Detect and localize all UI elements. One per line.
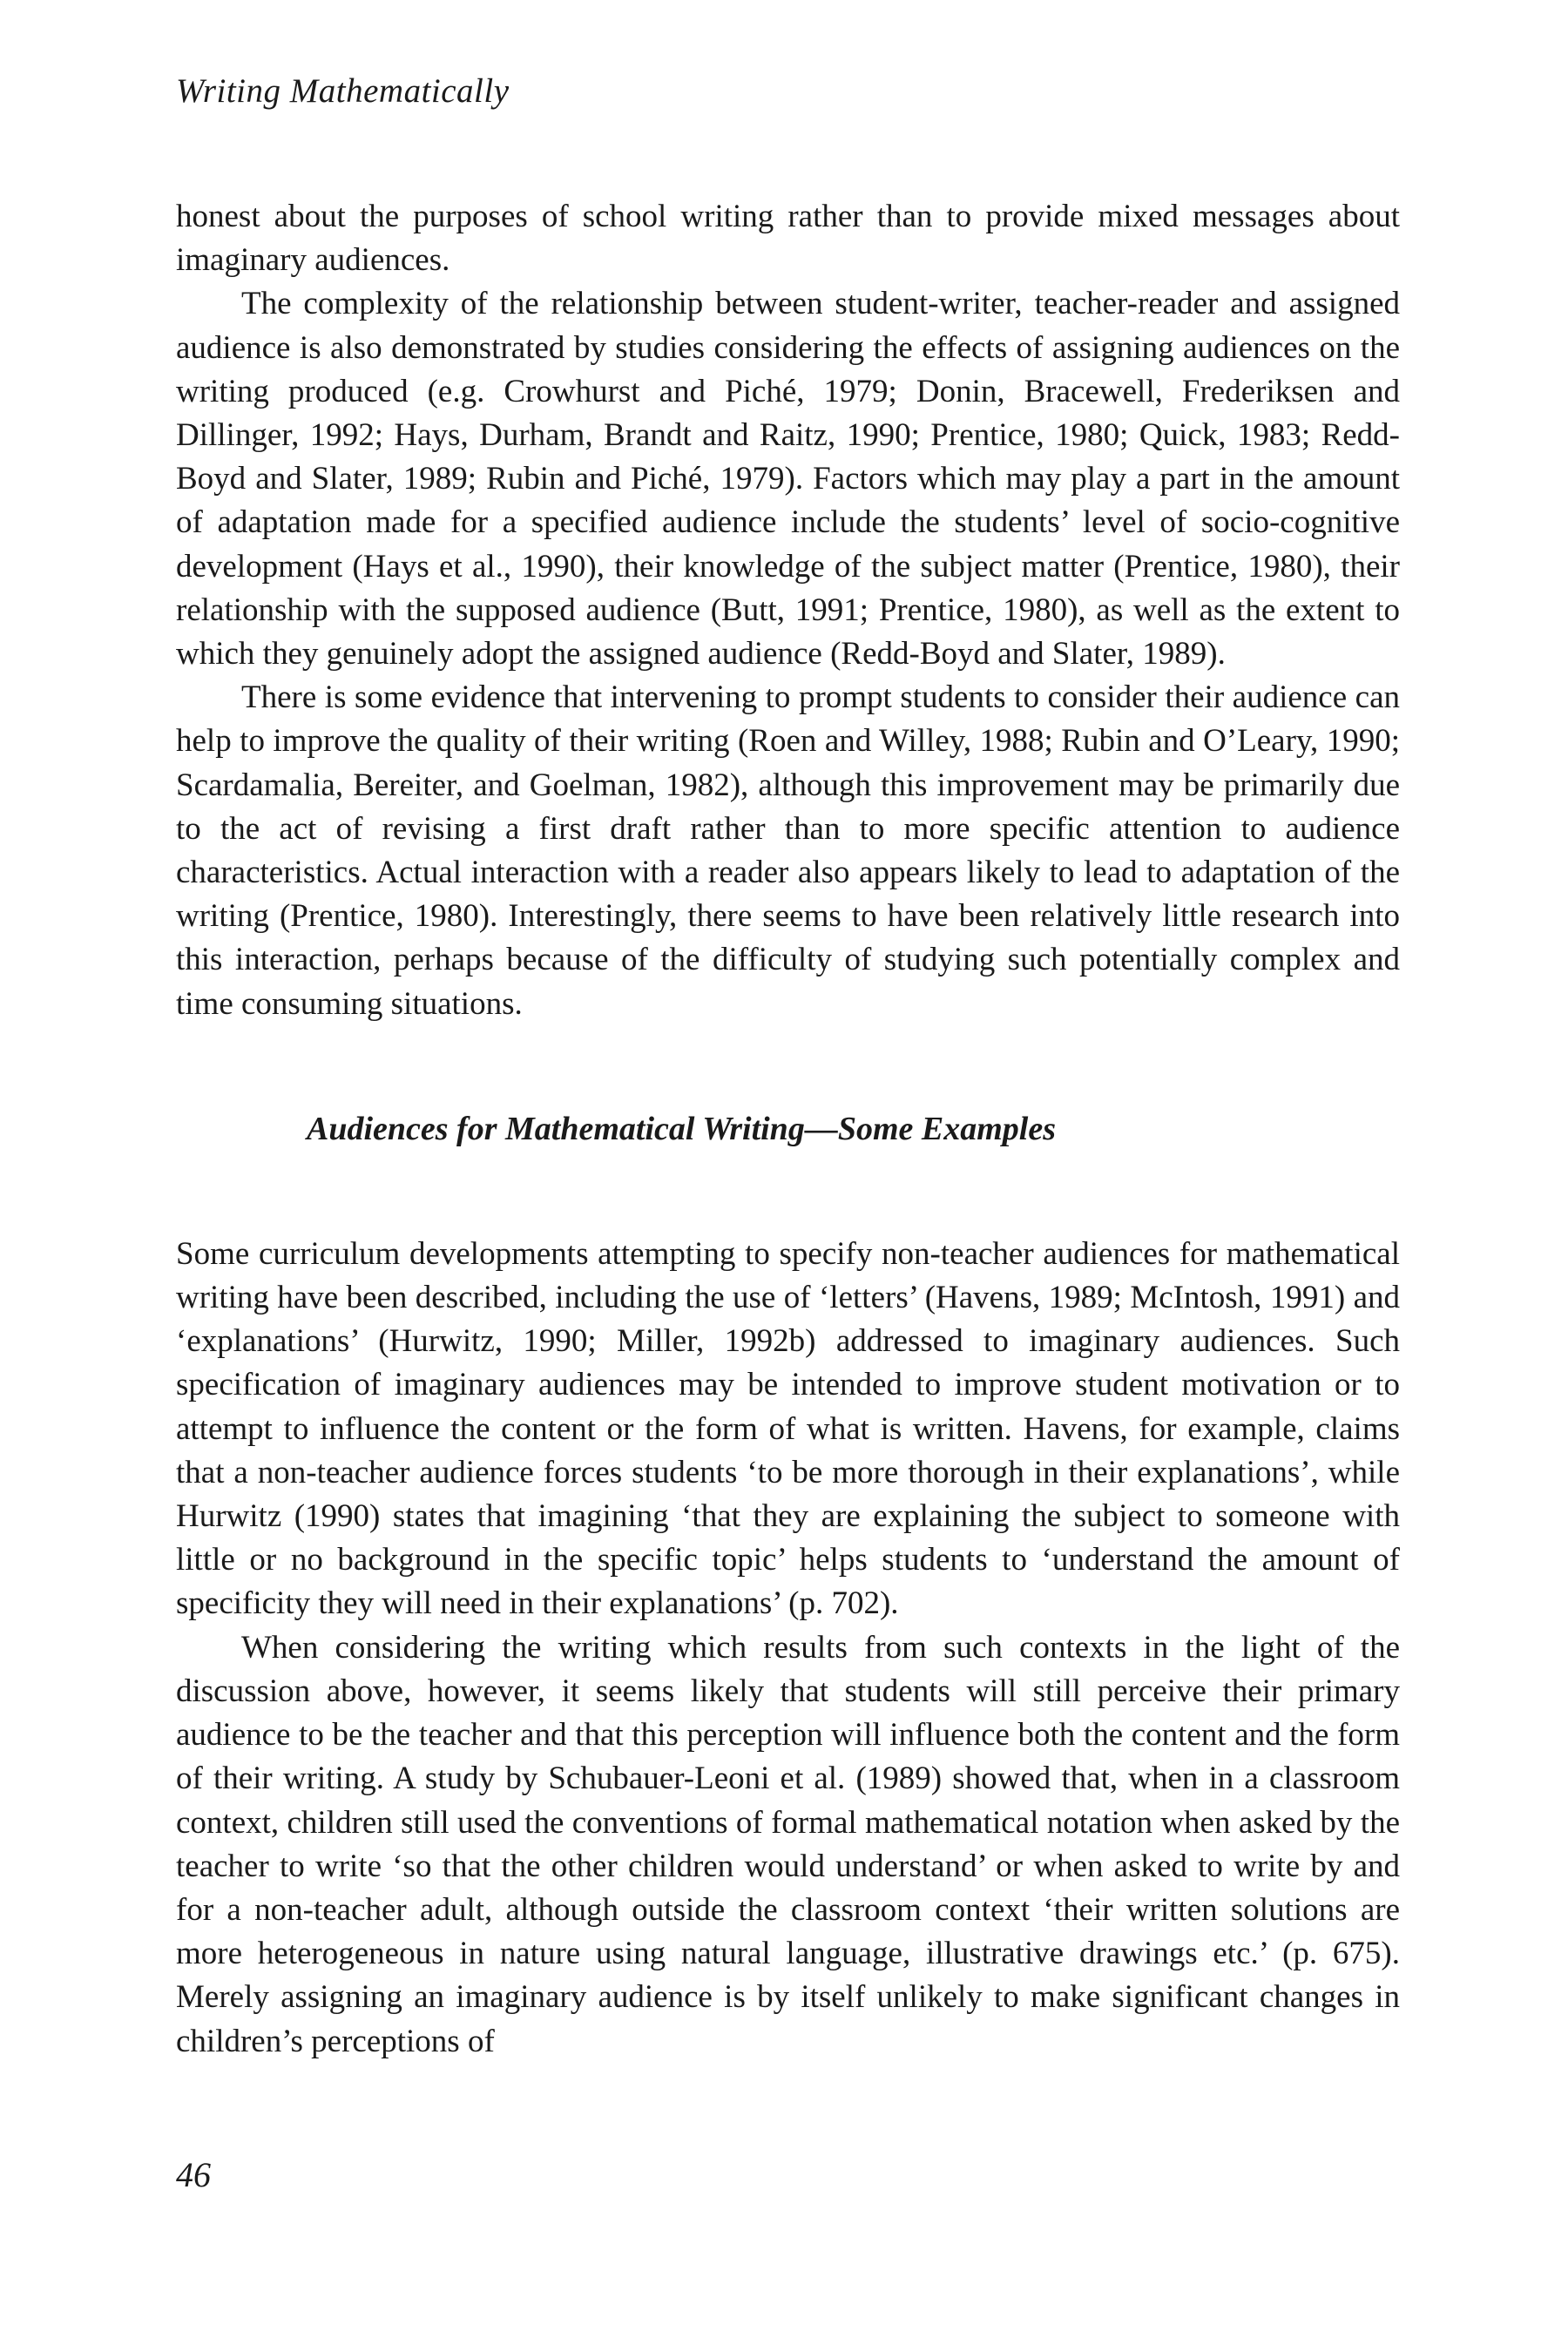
- paragraph-primary-audience: When considering the writing which results from such contexts in the light of the discussion above, however, it seems likely that students will still perceive their primary audience to be the teacher and that this perception will influence both the content and the form of their writing. A study by Schubauer-Leoni et al. (1989) showed that, when in a classroom context, children still used the conventions of formal mathematical notation when asked by the teacher to write ‘so that the other children would understand’ or when asked to write by and for a non-teacher adult, although outside the classroom context ‘their written solutions are more heterogeneous in nature using natural language, illustrative drawings etc.’ (p. 675). Merely assigning an imaginary audience is by itself unlikely to make significant changes in children’s perceptions of: [176, 1629, 1400, 2059]
- paragraph-intervention-evidence: There is some evidence that intervening to prompt students to consider their audience can help to improve the quality of their writing (Roen and Willey, 1988; Rubin and O’Leary, 1990; Scardamalia, Bereiter, and Goelman, 1982), although this improvement may be primarily due to the act of revising a first draft rather than to more specific attention to audience characteristics. Actual interaction with a reader also appears likely to lead to adaptation of the writing (Prentice, 1980). Interestingly, there seems to have been relatively little research into this interaction, perhaps because of the difficulty of studying such potentially complex and time consuming situations.: [176, 679, 1400, 1022]
- section-heading: Audiences for Mathematical Writing—Some Examples: [307, 1110, 1056, 1147]
- book-page: [176, 70, 1400, 2064]
- paragraph-audience-complexity: The complexity of the relationship between student-writer, teacher-reader and assigned audience is also demonstrated by studies considering the effects of assigning audiences on the writing produced (e.g. Crowhurst and Piché, 1979; Donin, Bracewell, Frederiksen and Dillinger, 1992; Hays, Durham, Brandt and Raitz, 1990; Prentice, 1980; Quick, 1983; Redd-Boyd and Slater, 1989; Rubin and Piché, 1979). Factors which may play a part in the amount of adaptation made for a specified audience include the students’ level of socio-cognitive development (Hays et al., 1990), their knowledge of the subject matter (Prentice, 1980), their relationship with the supposed audience (Butt, 1991; Prentice, 1980), as well as the extent to which they genuinely adopt the assigned audience (Redd-Boyd and Slater, 1989).: [176, 286, 1400, 672]
- page-number: 46: [176, 2155, 211, 2194]
- paragraph-continued: honest about the purposes of school writing rather than to provide mixed messages about imaginary audiences.: [176, 199, 1400, 279]
- paragraph-curriculum-developments: Some curriculum developments attempting to specify non-teacher audiences for mathematical writing have been described, including the use of ‘letters’ (Havens, 1989; McIntosh, 1991) and ‘explanations’ (Hurwitz, 1990; Miller, 1992b) addressed to imaginary audiences. Such specification of imaginary audiences may be intended to improve student motivation or to attempt to influence the content or the form of what is written. Havens, for example, claims that a non-teacher audience forces students ‘to be more thorough in their explanations’, while Hurwitz (1990) states that imagining ‘that they are explaining the subject to someone with little or no background in the specific topic’ helps students to ‘understand the amount of specificity they will need in their explanations’ (p. 702).: [176, 1235, 1400, 1622]
- running-head: Writing Mathematically: [176, 72, 510, 110]
- body-text: [176, 195, 1400, 2064]
